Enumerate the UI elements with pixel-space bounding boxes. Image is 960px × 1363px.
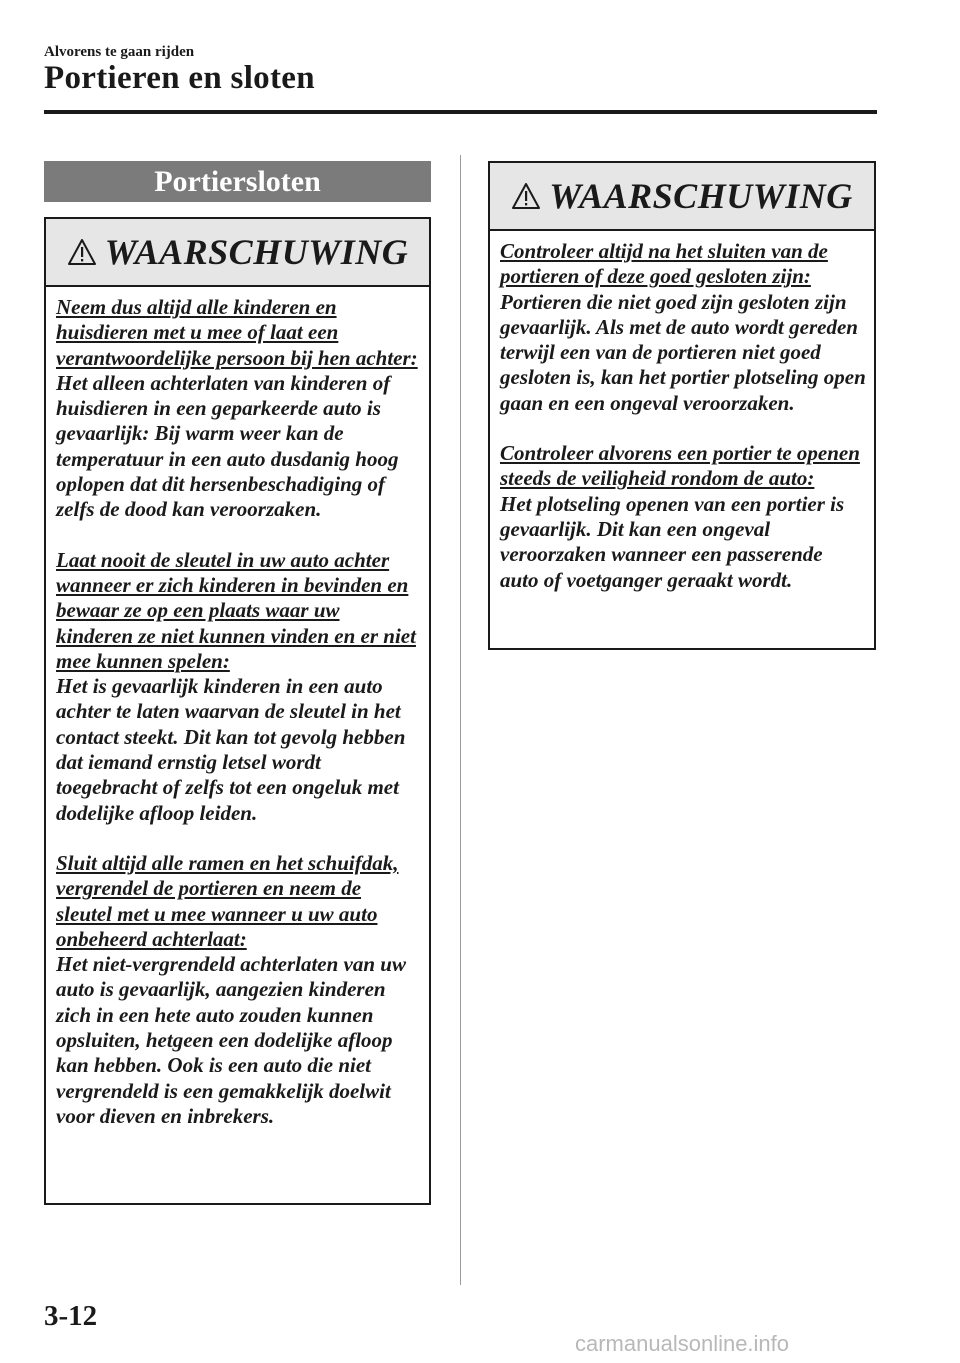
warning-item-heading: Controleer altijd na het sluiten van de portieren of deze goed gesloten zijn:	[500, 239, 828, 289]
warning-item-heading: Sluit altijd alle ramen en het schuifdak, vergrendel de portieren en neem de sleutel met u mee wanneer u uw auto onbeheerd achterlaat:	[56, 850, 399, 951]
title-rule	[44, 110, 877, 114]
warning-item	[56, 295, 421, 523]
warning-item	[56, 548, 421, 826]
warning-item-body: Het niet-vergrendeld achterlaten van uw auto is gevaarlijk, aangezien kinderen zich in een hete auto zouden kunnen opsluiten, hetgeen een dodelijke afloop kan hebben. Ook is een auto die niet vergrendeld is een gemakkelijk doelwit voor dieven en inbrekers.	[56, 952, 406, 1128]
section-header: Portiersloten	[44, 161, 431, 202]
warning-header	[490, 163, 874, 231]
warning-item	[500, 239, 866, 416]
warning-item	[500, 441, 866, 593]
warning-item-body: Het plotseling openen van een portier is gevaarlijk. Dit kan een ongeval veroorzaken wanneer een passerende auto of voetganger geraakt wordt.	[500, 491, 845, 592]
warning-item-heading: Controleer alvorens een portier te openen steeds de veiligheid rondom de auto:	[500, 441, 860, 491]
warning-triangle-icon	[511, 182, 541, 210]
warning-item-body: Portieren die niet goed zijn gesloten zijn gevaarlijk. Als met de auto wordt gereden terwijl een van de portieren niet goed gesloten is, kan het portier plotseling open gaan en een ongeval veroorzaken.	[500, 289, 866, 415]
warning-item-heading: Neem dus altijd alle kinderen en huisdieren met u mee of laat een verantwoordelijke persoon bij hen achter:	[56, 295, 418, 370]
warning-item-body: Het is gevaarlijk kinderen in een auto achter te laten waarvan de sleutel in het contact steekt. Dit kan tot gevolg hebben dat iemand ernstig letsel wordt toegebracht of zelfs tot een ongeluk met dodelijke afloop leiden.	[56, 674, 406, 825]
warning-box-left	[44, 217, 431, 1205]
warning-item	[56, 851, 421, 1129]
watermark: carmanualsonline.info	[575, 1331, 790, 1356]
warning-title: WAARSCHUWING	[549, 176, 853, 216]
page-number: 3-12	[44, 1300, 98, 1332]
warning-item-body: Het alleen achterlaten van kinderen of huisdieren in een geparkeerde auto is gevaarlijk: Bij warm weer kan de temperatuur in een auto dusdanig hoog oplopen dat dit hersenbeschadiging of zelfs de dood kan veroorzaken.	[56, 370, 399, 522]
warning-item-heading: Laat nooit de sleutel in uw auto achter wanneer er zich kinderen in bevinden en bewaar ze op een plaats waar uw kinderen ze niet kunnen vinden en er niet mee kunnen spelen:	[56, 547, 416, 673]
warning-body	[490, 231, 874, 593]
column-divider	[460, 155, 461, 1285]
page-title: Portieren en sloten	[44, 60, 315, 96]
warning-body	[46, 287, 429, 1129]
warning-triangle-icon	[67, 238, 97, 266]
warning-box-right	[488, 161, 876, 650]
warning-header	[46, 219, 429, 287]
warning-title: WAARSCHUWING	[104, 232, 409, 272]
section-label: Alvorens te gaan rijden	[44, 44, 195, 60]
